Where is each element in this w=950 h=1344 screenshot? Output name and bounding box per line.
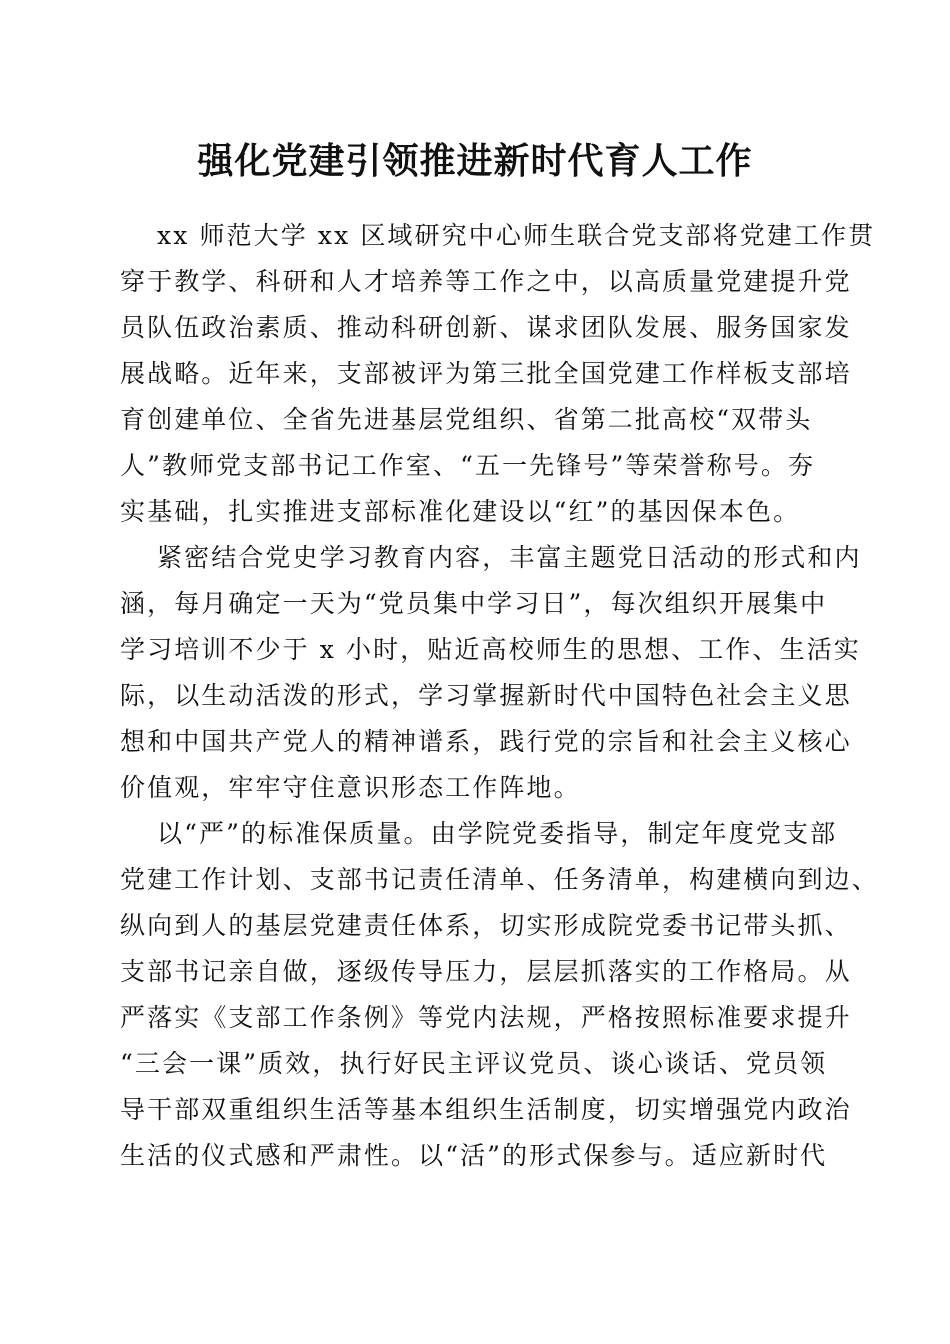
paragraph-line: xx 师范大学 xx 区域研究中心师生联合党支部将党建工作贯	[157, 221, 876, 250]
paragraph-line: 支部书记亲自做，逐级传导压力，层层抓落实的工作格局。从	[120, 957, 852, 986]
paragraph-line: 导干部双重组织生活等基本组织生活制度，切实增强党内政治	[120, 1095, 852, 1124]
document-title: 强化党建引领推进新时代育人工作	[197, 140, 753, 182]
paragraph-line: 员队伍政治素质、推动科研创新、谋求团队发展、服务国家发	[120, 313, 852, 342]
paragraph-line: 实基础，扎实推进支部标准化建设以“红”的基因保本色。	[120, 497, 801, 526]
paragraph-line: 人”教师党支部书记工作室、“五一先锋号”等荣誉称号。夯	[120, 451, 816, 480]
paragraph-line: 以“严”的标准保质量。由学院党委指导，制定年度党支部	[157, 819, 838, 848]
paragraph-line: 涵，每月确定一天为“党员集中学习日”，每次组织开展集中	[120, 589, 828, 618]
paragraph-line: 育创建单位、全省先进基层党组织、省第二批高校“双带头	[120, 405, 813, 434]
paragraph-line: “三会一课”质效，执行好民主评议党员、谈心谈话、党员领	[120, 1049, 828, 1078]
paragraph-line: 价值观，牢牢守住意识形态工作阵地。	[120, 773, 581, 802]
paragraph-line: 想和中国共产党人的精神谱系，践行党的宗旨和社会主义核心	[120, 727, 852, 756]
paragraph-line: 学习培训不少于 x 小时，贴近高校师生的思想、工作、生活实	[120, 635, 861, 664]
paragraph-line: 穿于教学、科研和人才培养等工作之中，以高质量党建提升党	[120, 267, 852, 296]
paragraph-line: 紧密结合党史学习教育内容，丰富主题党日活动的形式和内	[157, 543, 862, 572]
paragraph-line: 严落实《支部工作条例》等党内法规，严格按照标准要求提升	[120, 1003, 852, 1032]
paragraph-line: 纵向到人的基层党建责任体系，切实形成院党委书记带头抓、	[120, 911, 852, 940]
paragraph-line: 生活的仪式感和严肃性。以“活”的形式保参与。适应新时代	[120, 1141, 828, 1170]
paragraph-line: 际，以生动活泼的形式，学习掌握新时代中国特色社会主义思	[120, 681, 852, 710]
document-body	[120, 213, 879, 1179]
paragraph-line: 展战略。近年来，支部被评为第三批全国党建工作样板支部培	[120, 359, 852, 388]
paragraph-line: 党建工作计划、支部书记责任清单、任务清单，构建横向到边、	[120, 865, 879, 894]
